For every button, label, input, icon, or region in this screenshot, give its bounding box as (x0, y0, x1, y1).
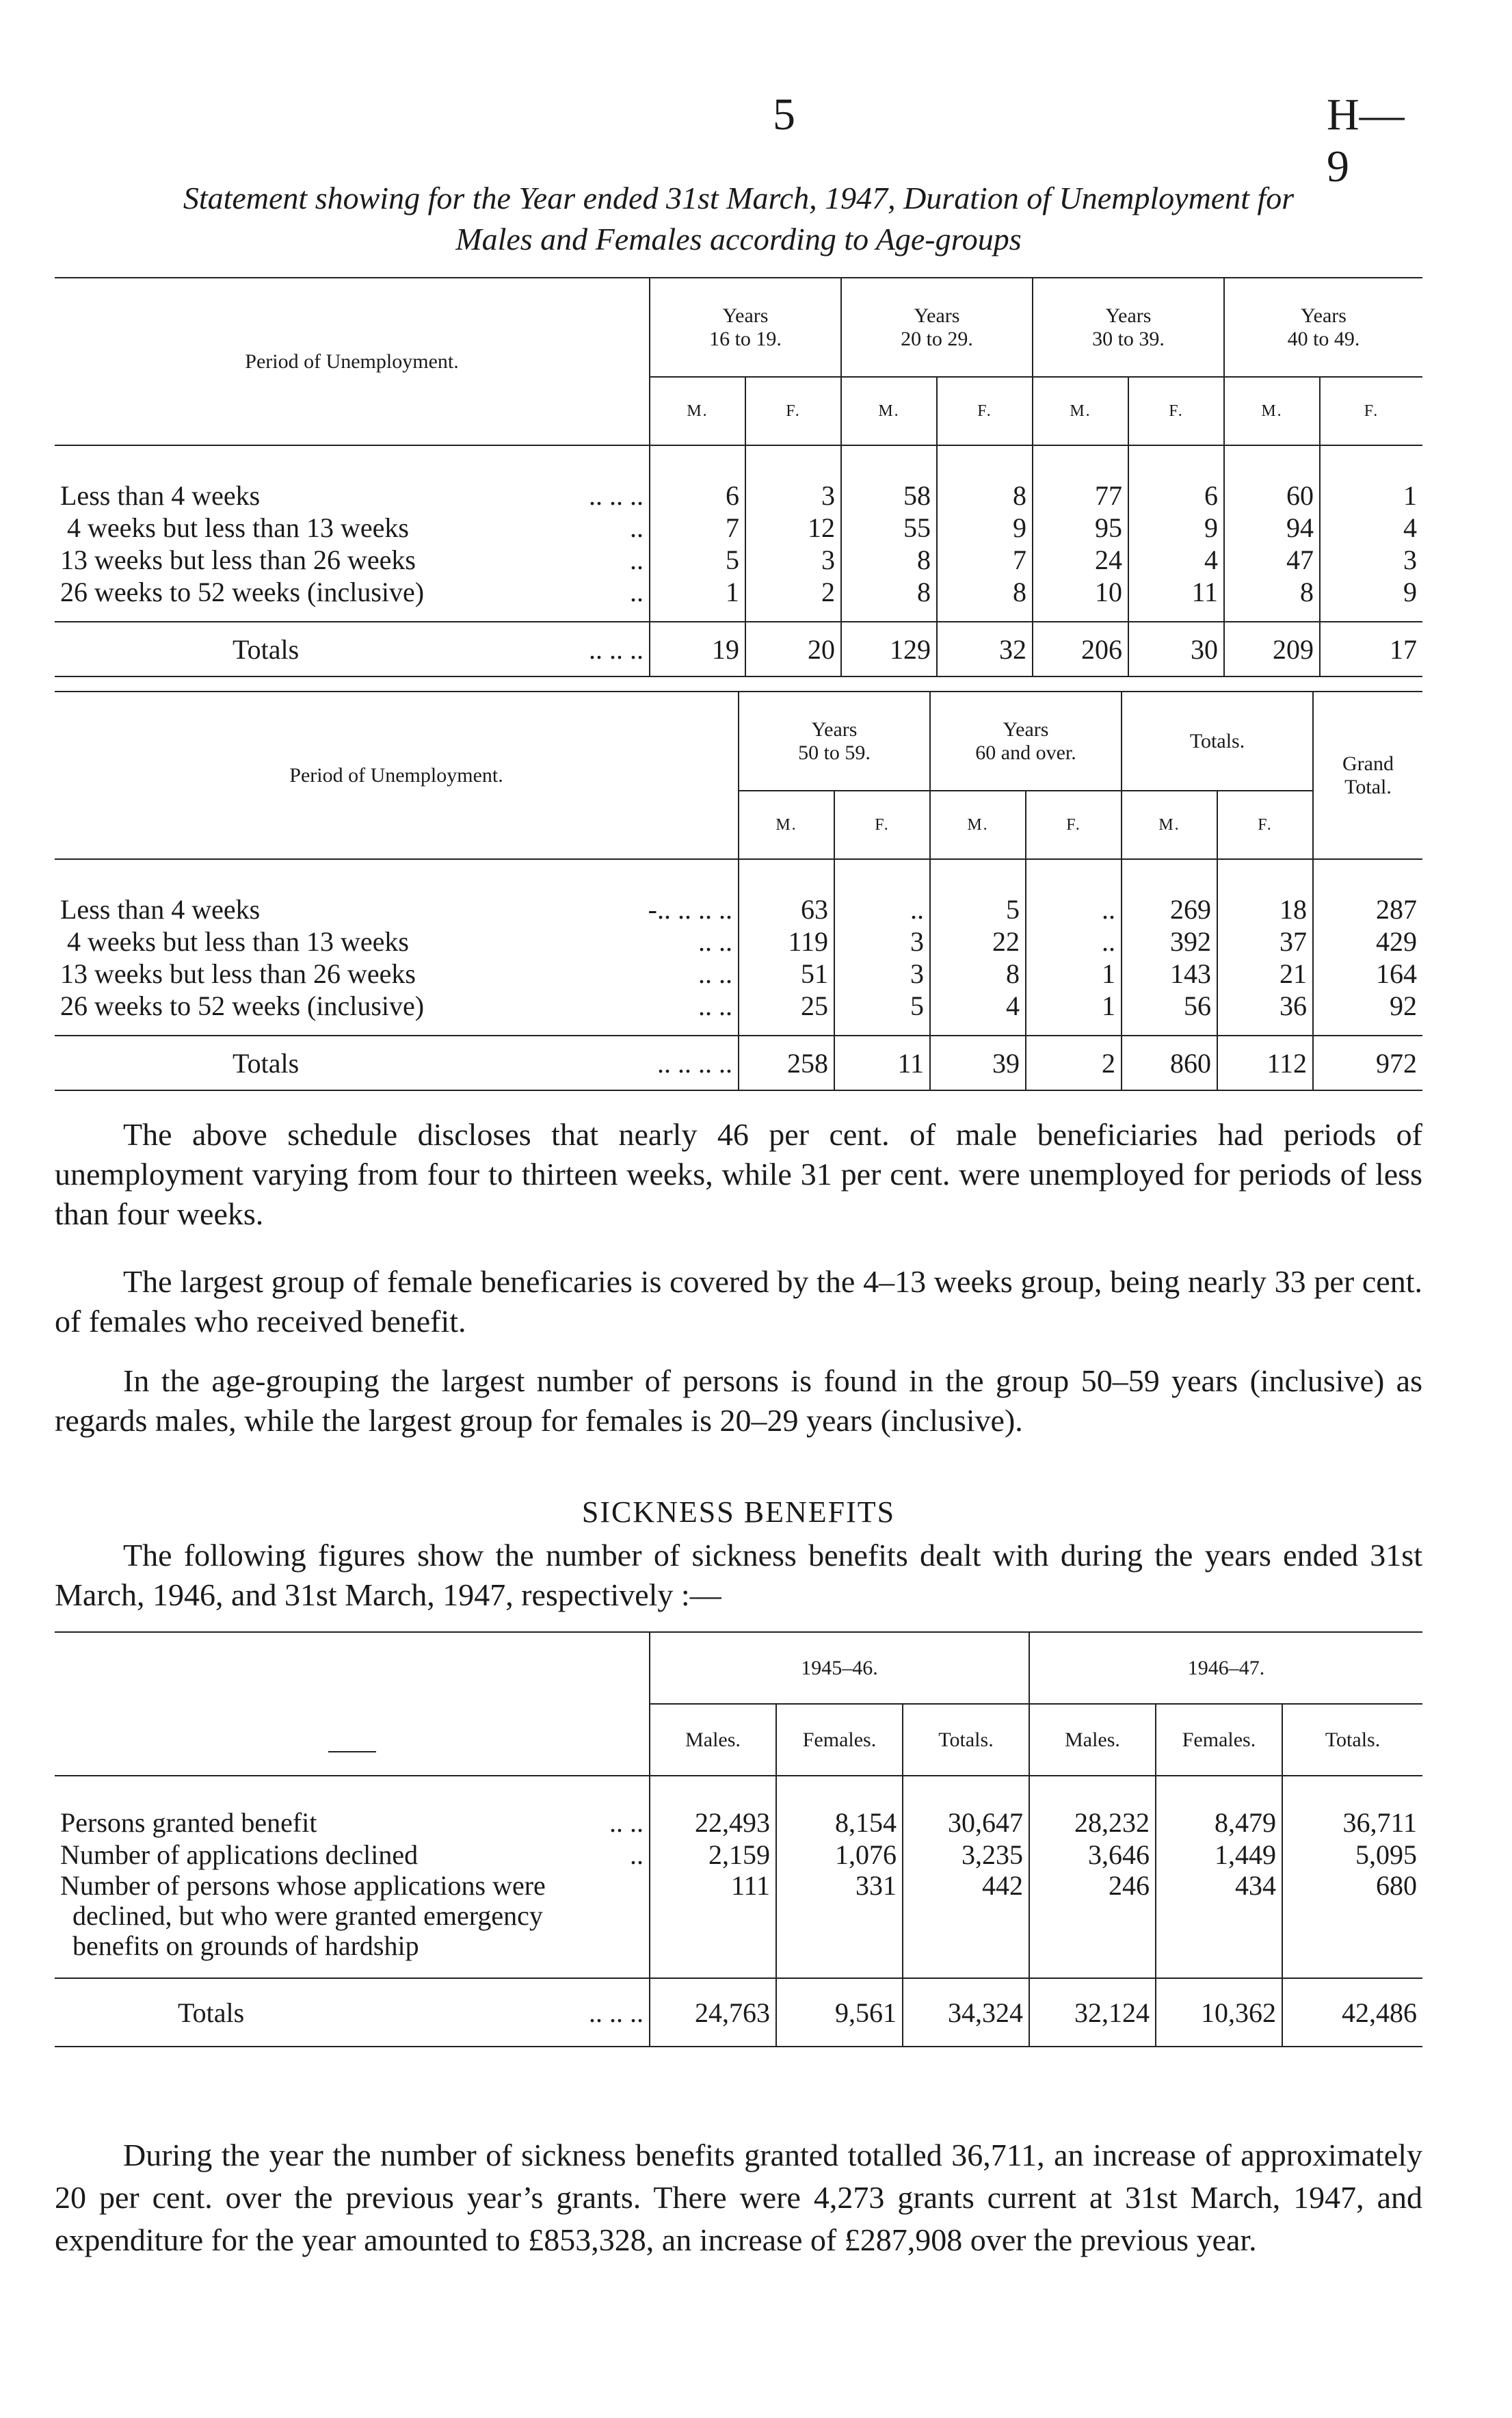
female-col-header: F. (1320, 377, 1422, 445)
total-cell: 972 (1313, 1036, 1422, 1090)
cell: 22 (930, 925, 1026, 958)
female-col-header: F. (834, 791, 930, 859)
cell: 60 (1224, 479, 1320, 512)
cell: 111 (650, 1871, 776, 1961)
total-cell: 32,124 (1029, 1978, 1156, 2047)
cell: 36,711 (1282, 1806, 1422, 1839)
paragraph-1: The above schedule discloses that nearly 46 per cent. of male beneficiaries had periods of unemployment varying from four to thirteen weeks, while 31 per cent. were unemployed for periods of less than four weeks. (55, 1117, 1422, 1231)
table-row (55, 1839, 1422, 1871)
row-label: Number of applications declined (60, 1839, 419, 1870)
table-row (55, 990, 1422, 1022)
cell: 22,493 (650, 1806, 776, 1839)
unemployment-table-part-2 (55, 691, 1422, 1091)
leader-dots: .. .. (609, 1807, 644, 1838)
cell: 3,646 (1029, 1839, 1156, 1871)
period-header: Period of Unemployment. (289, 763, 503, 787)
row-label: Number of persons whose applications were (60, 1870, 546, 1901)
table-row (55, 893, 1422, 925)
female-col-header: F. (745, 377, 841, 445)
cell: 429 (1313, 925, 1422, 958)
cell: 77 (1033, 479, 1128, 512)
total-cell: 112 (1217, 1036, 1313, 1090)
row-label-continued: declined, but who were granted emergency (72, 1900, 543, 1931)
unemployment-table-part-1 (55, 277, 1422, 677)
paragraph-2: The largest group of female beneficaries is covered by the 4–13 weeks group, being nearly 33 per cent. of females who received benefit. (55, 1264, 1422, 1339)
cell: 37 (1217, 925, 1313, 958)
table-row (55, 1871, 1422, 1961)
cell: 8 (841, 576, 937, 608)
cell: 8 (930, 958, 1026, 990)
blank-header-dash (328, 1751, 376, 1752)
cell: 18 (1217, 893, 1313, 925)
cell: 95 (1033, 512, 1128, 544)
female-col-header: F. (1128, 377, 1224, 445)
cell: 434 (1156, 1871, 1282, 1961)
cell: .. (1026, 925, 1122, 958)
cell: 58 (841, 479, 937, 512)
total-cell: 9,561 (776, 1978, 903, 2047)
total-cell: 860 (1122, 1036, 1217, 1090)
cell: 2,159 (650, 1839, 776, 1871)
age-group-header: Years 40 to 49. (1224, 278, 1422, 377)
cell: 36 (1217, 990, 1313, 1022)
leader-dots: .. .. (698, 990, 732, 1021)
sickness-benefits-table (55, 1631, 1422, 2047)
leader-dots: .. .. .. (589, 1997, 644, 2028)
cell: 9 (937, 512, 1033, 544)
cell: 8,154 (776, 1806, 903, 1839)
total-cell: 11 (834, 1036, 930, 1090)
cell: 392 (1122, 925, 1217, 958)
total-cell: 206 (1033, 622, 1128, 676)
total-cell: 129 (841, 622, 937, 676)
cell: 4 (1128, 544, 1224, 576)
cell: 92 (1313, 990, 1422, 1022)
cell: 7 (937, 544, 1033, 576)
paragraph-5: During the year the number of sickness benefits granted totalled 36,711, an increase of approximately 20 per cent. over the previous year’s grants. There were 4,273 grants current at 31st March, 1947, and expenditure for the year amounted to £853,328, an increase of £287,908 over the previous year. (55, 2138, 1422, 2257)
cell: 442 (903, 1871, 1029, 1961)
table-row (55, 925, 1422, 958)
table-row (55, 512, 1422, 544)
leader-dots: .. (630, 544, 644, 575)
female-col-header: F. (937, 377, 1033, 445)
male-col-header: M. (841, 377, 937, 445)
total-cell: 209 (1224, 622, 1320, 676)
cell: 680 (1282, 1871, 1422, 1961)
cell: 55 (841, 512, 937, 544)
cell: .. (1026, 893, 1122, 925)
cell: 11 (1128, 576, 1224, 608)
row-label: Less than 4 weeks (60, 894, 261, 925)
period-header: Period of Unemployment. (245, 350, 459, 373)
cell: 1,076 (776, 1839, 903, 1871)
total-cell: 24,763 (650, 1978, 776, 2047)
page-number: 5 (773, 90, 795, 140)
cell: 5 (930, 893, 1026, 925)
cell: 5,095 (1282, 1839, 1422, 1871)
year-header: 1946–47. (1029, 1632, 1422, 1704)
cell: .. (834, 893, 930, 925)
leader-dots: .. .. .. .. (657, 1047, 732, 1079)
cell: 331 (776, 1871, 903, 1961)
total-cell: 39 (930, 1036, 1026, 1090)
age-group-header: Years 50 to 59. (739, 692, 930, 791)
table-row (55, 576, 1422, 608)
paragraph-3: In the age-grouping the largest number of persons is found in the group 50–59 years (inclusive) as regards males, while the largest group for females is 20–29 years (inclusive). (55, 1363, 1422, 1438)
totals-row (55, 622, 1422, 676)
leader-dots: .. .. .. (589, 480, 644, 511)
total-cell: 17 (1320, 622, 1422, 676)
totals-label: Totals (233, 633, 300, 665)
cell: 4 (1320, 512, 1422, 544)
col-header-females: Females. (1156, 1704, 1282, 1776)
row-label: 26 weeks to 52 weeks (inclusive) (60, 990, 425, 1021)
male-col-header: M. (1122, 791, 1217, 859)
male-col-header: M. (650, 377, 745, 445)
totals-row (55, 1036, 1422, 1090)
cell: 5 (834, 990, 930, 1022)
leader-dots: .. .. (698, 958, 732, 989)
age-group-header: Years 20 to 29. (841, 278, 1033, 377)
total-cell: 10,362 (1156, 1978, 1282, 2047)
totals-label: Totals (233, 1047, 300, 1079)
male-col-header: M. (1224, 377, 1320, 445)
cell: 6 (1128, 479, 1224, 512)
cell: 4 (930, 990, 1026, 1022)
row-label-continued: benefits on grounds of hardship (72, 1930, 419, 1961)
paragraph-4: The following figures show the number of sickness benefits dealt with during the years ended 31st March, 1946, and 31st March, 1947, respectively :— (55, 1538, 1422, 1612)
cell: 287 (1313, 893, 1422, 925)
year-header: 1945–46. (650, 1632, 1029, 1704)
totals-row (55, 1978, 1422, 2047)
male-col-header: M. (930, 791, 1026, 859)
leader-dots: .. (630, 1839, 644, 1870)
cell: 30,647 (903, 1806, 1029, 1839)
col-header-totals: Totals. (903, 1704, 1029, 1776)
cell: 47 (1224, 544, 1320, 576)
leader-dots: -.. .. .. .. (648, 894, 732, 925)
grand-total-header: Grand Total. (1313, 692, 1422, 859)
row-label: Less than 4 weeks (60, 480, 261, 511)
section-title: SICKNESS BENEFITS (581, 1495, 896, 1529)
cell: 10 (1033, 576, 1128, 608)
row-label: 4 weeks but less than 13 weeks (67, 512, 409, 543)
cell: 3 (1320, 544, 1422, 576)
totals-group-header: Totals. (1122, 692, 1313, 791)
cell: 6 (650, 479, 745, 512)
caption-line-2: Males and Females according to Age-groups (455, 222, 1022, 257)
cell: 3 (834, 925, 930, 958)
cell: 3,235 (903, 1839, 1029, 1871)
female-col-header: F. (1217, 791, 1313, 859)
cell: 94 (1224, 512, 1320, 544)
cell: 63 (739, 893, 834, 925)
total-cell: 19 (650, 622, 745, 676)
col-header-females: Females. (776, 1704, 903, 1776)
total-cell: 20 (745, 622, 841, 676)
leader-dots: .. .. (698, 926, 732, 957)
row-label: 13 weeks but less than 26 weeks (60, 544, 416, 575)
cell: 7 (650, 512, 745, 544)
cell: 2 (745, 576, 841, 608)
cell: 25 (739, 990, 834, 1022)
cell: 5 (650, 544, 745, 576)
cell: 21 (1217, 958, 1313, 990)
cell: 3 (834, 958, 930, 990)
table-caption (55, 178, 1422, 260)
cell: 1 (1026, 990, 1122, 1022)
female-col-header: F. (1026, 791, 1122, 859)
cell: 8 (937, 576, 1033, 608)
age-group-header: Years 16 to 19. (650, 278, 841, 377)
cell: 9 (1128, 512, 1224, 544)
cell: 51 (739, 958, 834, 990)
total-cell: 34,324 (903, 1978, 1029, 2047)
cell: 24 (1033, 544, 1128, 576)
cell: 269 (1122, 893, 1217, 925)
cell: 164 (1313, 958, 1422, 990)
cell: 3 (745, 479, 841, 512)
row-label: 26 weeks to 52 weeks (inclusive) (60, 577, 425, 607)
cell: 8,479 (1156, 1806, 1282, 1839)
cell: 8 (937, 479, 1033, 512)
cell: 1 (650, 576, 745, 608)
cell: 12 (745, 512, 841, 544)
table-row (55, 958, 1422, 990)
row-label: Persons granted benefit (60, 1807, 317, 1838)
cell: 56 (1122, 990, 1217, 1022)
caption-line-1: Statement showing for the Year ended 31st March, 1947, Duration of Unemployment for (183, 181, 1295, 215)
total-cell: 30 (1128, 622, 1224, 676)
leader-dots: .. (630, 512, 644, 543)
age-group-header: Years 60 and over. (930, 692, 1122, 791)
table-row (55, 479, 1422, 512)
row-label: 13 weeks but less than 26 weeks (60, 958, 416, 989)
total-cell: 32 (937, 622, 1033, 676)
total-cell: 42,486 (1282, 1978, 1422, 2047)
total-cell: 258 (739, 1036, 834, 1090)
col-header-males: Males. (1029, 1704, 1156, 1776)
col-header-males: Males. (650, 1704, 776, 1776)
leader-dots: .. (630, 577, 644, 607)
cell: 8 (1224, 576, 1320, 608)
cell: 119 (739, 925, 834, 958)
cell: 246 (1029, 1871, 1156, 1961)
male-col-header: M. (739, 791, 834, 859)
total-cell: 2 (1026, 1036, 1122, 1090)
leader-dots: .. .. .. (589, 633, 644, 665)
cell: 9 (1320, 576, 1422, 608)
cell: 1 (1320, 479, 1422, 512)
row-label: 4 weeks but less than 13 weeks (67, 926, 409, 957)
cell: 3 (745, 544, 841, 576)
totals-label: Totals (178, 1997, 245, 2028)
cell: 28,232 (1029, 1806, 1156, 1839)
col-header-totals: Totals. (1282, 1704, 1422, 1776)
age-group-header: Years 30 to 39. (1033, 278, 1224, 377)
table-row (55, 544, 1422, 576)
cell: 1,449 (1156, 1839, 1282, 1871)
cell: 1 (1026, 958, 1122, 990)
male-col-header: M. (1033, 377, 1128, 445)
document-reference: H—9 (1327, 90, 1405, 192)
cell: 8 (841, 544, 937, 576)
cell: 143 (1122, 958, 1217, 990)
table-row (55, 1806, 1422, 1839)
